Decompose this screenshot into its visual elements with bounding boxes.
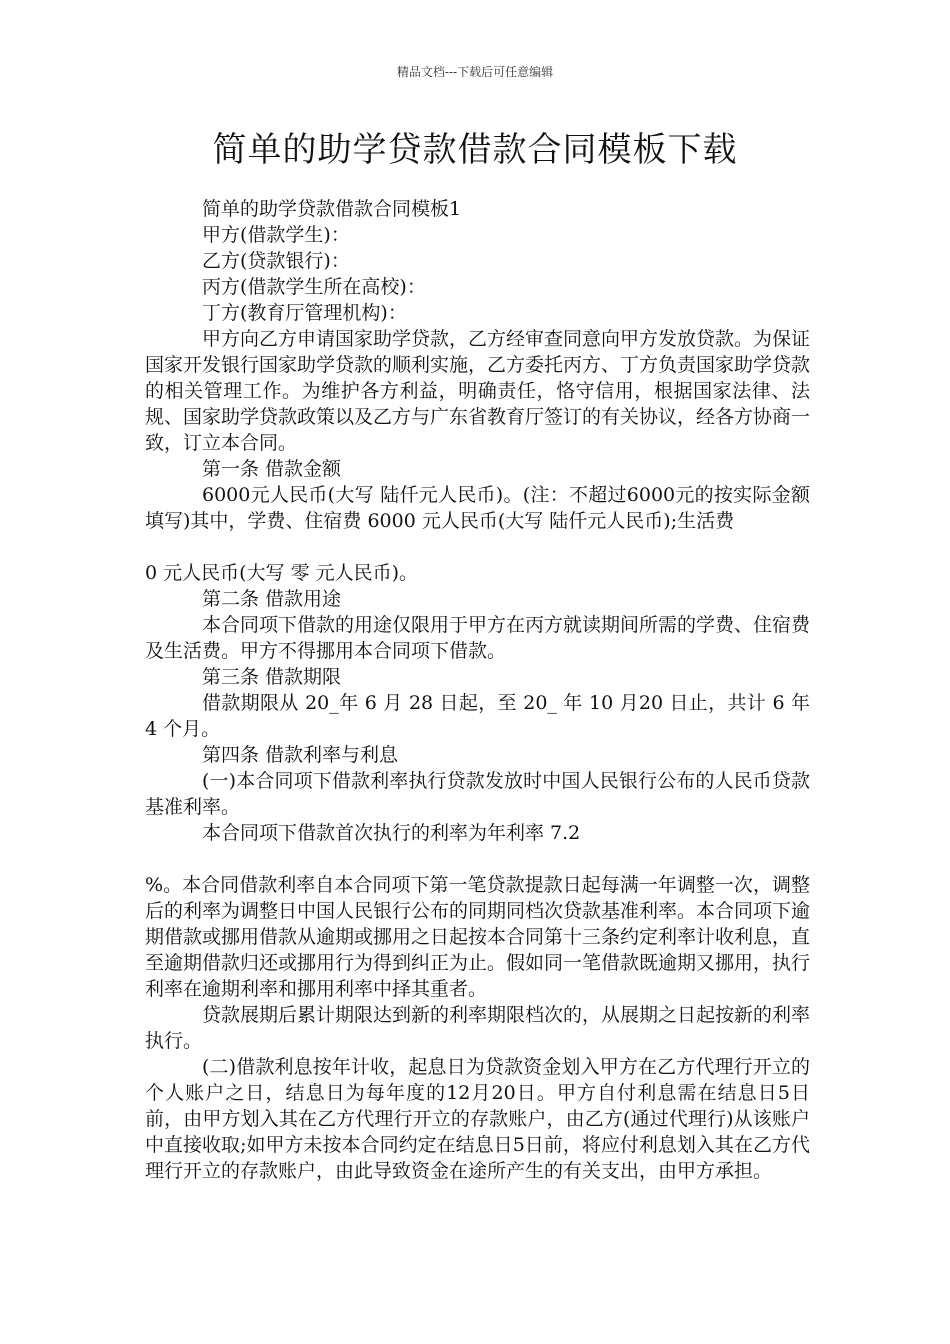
paragraph: %。本合同借款利率自本合同项下第一笔贷款提款日起每满一年调整一次，调整后的利率为调整日中国人民银行公布的同期同档次贷款基准利率。本合同项下逾期借款或挪用借款从逾期或挪用之日起按本合同第十三条约定利率计收利息，直至逾期借款归还或挪用行为得到纠正为止。假如同一笔借款既逾期又挪用，执行利率在逾期利率和挪用利率中择其重者。 [145,874,811,1000]
document-title: 简单的助学贷款借款合同模板下载 [212,130,738,170]
paragraph: 第一条 借款金额 [202,458,342,480]
document-body [145,196,810,1184]
paragraph: 本合同项下借款的用途仅限用于甲方在丙方就读期间所需的学费、住宿费及生活费。甲方不得挪用本合同项下借款。 [145,614,811,662]
paragraph: 丙方(借款学生所在高校)： [202,276,426,298]
paragraph: 6000元人民币(大写 陆仟元人民币)。(注：不超过6000元的按实际金额填写)其中，学费、住宿费 6000 元人民币(大写 陆仟元人民币);生活费 [145,484,810,532]
paragraph: 贷款展期后累计期限达到新的利率期限档次的，从展期之日起按新的利率执行。 [145,1004,811,1052]
paragraph: (一)本合同项下借款利率执行贷款发放时中国人民银行公布的人民币贷款基准利率。 [145,770,810,818]
paragraph: 借款期限从 20_年 6 月 28 日起，至 20_ 年 10 月20 日止，共计 6 年 4 个月。 [145,692,810,740]
blank-line [145,534,810,560]
paragraph: 乙方(贷款银行)： [202,250,350,272]
paragraph: 本合同项下借款首次执行的利率为年利率 7.2 [202,822,581,844]
paragraph: (二)借款利息按年计收，起息日为贷款资金划入甲方在乙方代理行开立的个人账户之日，结息日为每年度的12月20日。甲方自付利息需在结息日5日前，由甲方划入其在乙方代理行开立的存款账户，由乙方(通过代理行)从该账户中直接收取;如甲方未按本合同约定在结息日5日前，将应付利息划入其在乙方代理行开立的存款账户，由此导致资金在途所产生的有关支出，由甲方承担。 [145,1056,810,1182]
page-header: 精品文档---下载后可任意编辑 [396,65,554,79]
paragraph: 简单的助学贷款借款合同模板1 [202,198,462,220]
paragraph: 0 元人民币(大写 零 元人民币)。 [145,562,419,584]
paragraph: 第三条 借款期限 [202,666,342,688]
paragraph: 甲方(借款学生)： [202,224,350,246]
paragraph: 第二条 借款用途 [202,588,342,610]
paragraph: 第四条 借款利率与利息 [202,744,399,766]
paragraph: 甲方向乙方申请国家助学贷款，乙方经审查同意向甲方发放贷款。为保证国家开发银行国家助学贷款的顺利实施，乙方委托丙方、丁方负责国家助学贷款的相关管理工作。为维护各方利益，明确责任，恪守信用，根据国家法律、法规、国家助学贷款政策以及乙方与广东省教育厅签订的有关协议，经各方协商一致，订立本合同。 [145,328,811,454]
blank-line [145,846,810,872]
paragraph: 丁方(教育厅管理机构)： [202,302,407,324]
